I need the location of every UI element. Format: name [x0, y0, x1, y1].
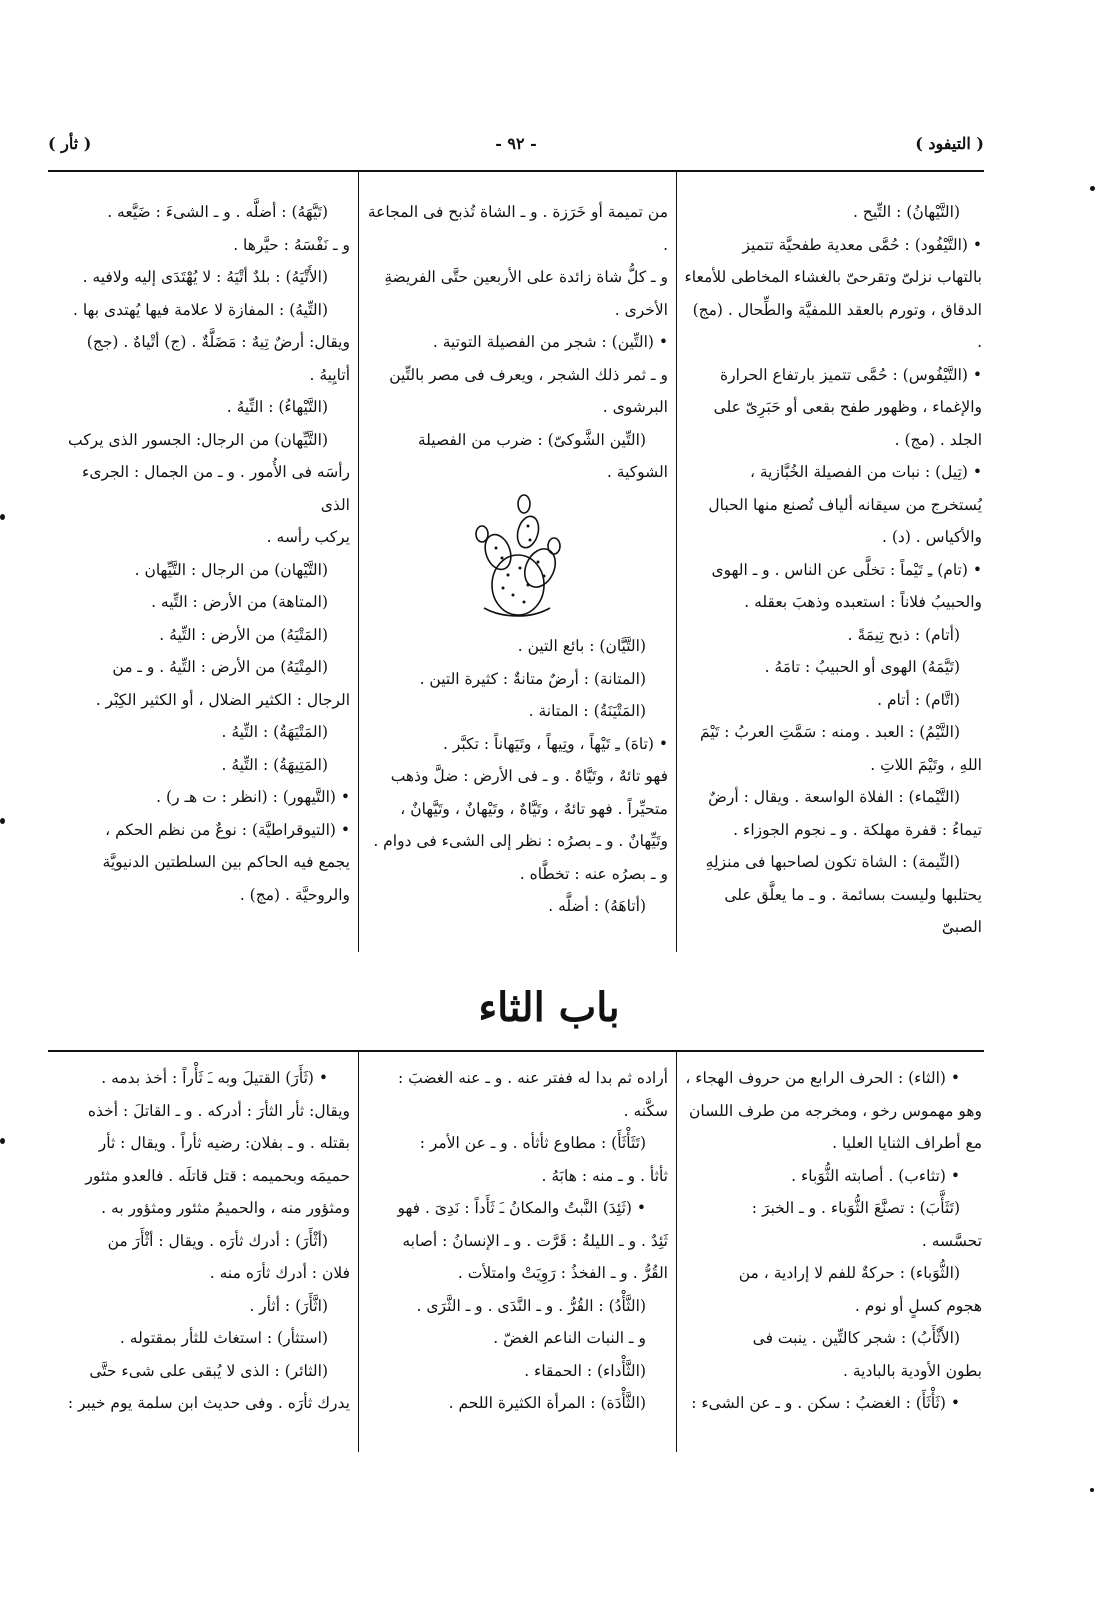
running-head — [48, 134, 984, 164]
entry-line: والروحيَّة . (مج) . — [239, 885, 350, 904]
entry-line: من تميمة أو خَرَزة . و ـ الشاة تُذبح فى المجاعة . — [367, 203, 668, 254]
lower-right-column — [684, 1062, 982, 1442]
entry-line: (اتَّام) : أتام . — [877, 690, 960, 709]
header-rule — [48, 170, 984, 172]
entry-line: • (ثَئِدَ) النَّبتُ والمكانُ ـَ ثَأَداً : نَدِىَ . فهو — [397, 1199, 646, 1217]
entry-line: • (التَّيهور) : (انظر : ت هـ ر) . — [156, 788, 350, 806]
entry-line: (التَّيِّهان) من الرجال: الجسور الذى يركب — [68, 430, 328, 449]
entry-line: (المتانة) : أرضٌ متانةٌ : كثيرة التين . — [419, 669, 646, 688]
prickly-pear-cactus-illustration — [458, 490, 578, 620]
entry-line: (التِّيهُ) : المفازة لا علامة فيها يُهتدى بها . — [72, 300, 328, 319]
entry-line: (استثأر) : استغاث للثأر بمقتوله . — [119, 1329, 328, 1347]
entry-line: يُستخرج من سيقانه ألياف تُصنع منها الحبال — [708, 495, 982, 514]
entry-line: (المَتِيهَةُ) : التِّيهُ . — [221, 755, 328, 774]
entry-line: • (الثاء) : الحرف الرابع من حروف الهجاء ، — [685, 1069, 960, 1087]
section-title: باب الثاء — [478, 984, 620, 1031]
entry-line: الرجال : الكثير الضلال ، أو الكثير الكِبْر . — [95, 690, 350, 709]
entry-line: (الثُّوَباء) : حركةٌ للفم لا إرادية ، من — [738, 1264, 960, 1282]
entry-line: الأخرى . — [614, 300, 668, 319]
upper-right-column — [684, 196, 982, 956]
entry-line: (التَّيْمُ) : العبد . ومنه : سَمَّتِ العربُ : تَيْمَ — [700, 723, 960, 741]
entry-line: بقتله . و ـ بفلان: رضيه ثأراً . ويقال : ثأر — [98, 1134, 350, 1152]
entry-line: أراده ثم بدا له ففتر عنه . و ـ عنه الغضبَ : — [397, 1069, 668, 1087]
column-divider-upper-left — [358, 172, 359, 952]
entry-line: القُرُّ . و ـ الفخذُ : رَوِيَتْ وامتلأت . — [457, 1264, 668, 1282]
entry-line: (المَتْيَنَةُ) : المتانة . — [528, 702, 646, 720]
entry-line: (المتاهة) من الأرض : التِّيه . — [151, 593, 328, 611]
running-head-first-entry: ( التيفود ) — [915, 134, 984, 153]
entry-line: والحبيبُ فلاناً : استعبده وذهبَ بعقله . — [744, 593, 982, 611]
entry-line: (اثَّأَرَ) : أثأر . — [249, 1296, 328, 1315]
entry-line: البرشوى . — [602, 398, 668, 416]
column-divider-lower-left — [358, 1052, 359, 1452]
entry-line: • (ثَأْثَأَ) : الغضبُ : سكن . و ـ عن الشىء : — [691, 1394, 960, 1412]
entry-line: (الأَثْأَبُ) : شجر كالتِّين . ينبت فى — [752, 1329, 960, 1347]
entry-line: (تَيَّمَهُ) الهوى أو الحبيبُ : تامَهُ . — [764, 658, 960, 676]
entry-line: حميمَه وبحميمه : قتل قاتلَه . فالعدو مثئور — [85, 1166, 350, 1185]
entry-line: (تَيَّهَهُ) : أضلَّه . و ـ الشىءَ : ضَيَّعه . — [107, 203, 328, 221]
entry-line: وتَيِّهانٌ . و ـ بصرُه : نظر إلى الشىء فى دوام . — [373, 832, 668, 850]
entry-line: • (التيوقراطيَّة) : نوعٌ من نظم الحكم ، — [105, 820, 350, 839]
running-head-last-entry: ( ثأر ) — [48, 134, 92, 153]
entry-line: (التَّيَّان) : بائع التين . — [517, 637, 646, 655]
entry-line: و ـ ثمر ذلك الشجر ، ويعرف فى مصر بالتِّين — [389, 365, 668, 384]
entry-line: و ـ النبات الناعم الغضّ . — [493, 1329, 646, 1347]
entry-line: ويقال: أرضٌ تِيهٌ : مَضَلَّةٌ . (ج) أتْياهٌ . (جج) — [86, 333, 350, 351]
entry-line: ويقال: ثأر الثأرَ : أدركه . و ـ القاتلَ : أخذه — [87, 1101, 350, 1120]
scan-speck — [1090, 186, 1095, 191]
entry-line: اللهِ ، وتَيْمَ اللاتِ . — [870, 755, 982, 774]
entry-line: الجلد . (مج) . — [894, 430, 982, 449]
upper-middle-column-bottom — [366, 630, 668, 950]
entry-line: و ـ نَفْسَهُ : حيَّرها . — [233, 235, 350, 254]
scan-speck — [0, 1138, 5, 1144]
entry-line: (الثائر) : الذى لا يُبقى على شىء حتَّى — [89, 1361, 328, 1380]
entry-line: بطون الأودية بالبادية . — [843, 1361, 982, 1380]
entry-line: (المَتْيَهَةُ) : التِّيهُ . — [221, 723, 328, 741]
entry-line: سكَّنه . — [623, 1101, 668, 1120]
entry-line: • (التِّين) : شجر من الفصيلة التوتية . — [432, 333, 668, 351]
entry-line: مع أطراف الثنايا العليا . — [832, 1134, 982, 1152]
entry-line: • (تثاءب) . أصابته الثُّوَباء . — [791, 1166, 960, 1185]
entry-line: يدرك ثأرَه . وفى حديث ابن سلمة يوم خيبر : — [67, 1394, 350, 1412]
entry-line: • (التَّيْفُود) : حُمَّى معدية طفحيَّة تتميز — [742, 235, 982, 254]
entry-line: تيماءُ : قفرة مهلكة . و ـ نجوم الجوزاء . — [733, 820, 982, 839]
entry-line: (أتاهَهُ) : أضلَّه . — [548, 897, 646, 915]
page-number: - ٩٢ - — [495, 134, 537, 153]
entry-line: و ـ بصرُه عنه : تخطَّاه . — [519, 864, 668, 883]
entry-line: (تَثَأَّبَ) : تصنَّعَ الثُّوَباء . و ـ الخبرَ : — [751, 1199, 960, 1217]
lower-middle-column — [366, 1062, 668, 1442]
entry-line: بالتهاب نزلىّ وتقرحىّ بالغشاء المخاطى للأمعاء — [684, 268, 982, 286]
column-divider-upper-right — [676, 172, 677, 952]
entry-line: (المَتْيَهُ) من الأرض : التِّيهُ . — [159, 625, 328, 644]
entry-line: والأكياس . (د) . — [882, 528, 982, 546]
entry-line: (أتام) : ذبح تِيمَةً . — [847, 625, 960, 644]
entry-line: • (تام) ـِ تَيْماً : تخلَّى عن الناس . و ـ الهوى — [711, 560, 982, 579]
entry-line: و ـ كلُّ شاة زائدة على الأربعين حتَّى الفريضةِ — [384, 268, 668, 286]
lower-left-column — [50, 1062, 350, 1442]
entry-line: تحسَّسه . — [921, 1231, 982, 1250]
entry-line: فلان : أدرك ثأرَه منه . — [209, 1264, 350, 1282]
entry-line: ثَئِدٌ . و ـ الليلةُ : قَرَّت . و ـ الإنسانُ : أصابه — [402, 1231, 668, 1250]
entry-line: هجوم كسلٍ أو نوم . — [854, 1296, 982, 1315]
entry-line: (التَّيْماء) : الفلاة الواسعة . ويقال : أرضٌ — [708, 788, 960, 806]
entry-line: ثأثأ . و ـ منه : هابَهُ . — [541, 1166, 668, 1185]
entry-line: ومثؤور منه ، والحميمُ مثئور ومثؤور به . — [101, 1199, 350, 1217]
entry-line: (الثَّأْداء) : الحمقاء . — [524, 1361, 646, 1380]
column-divider-lower-right — [676, 1052, 677, 1452]
scan-speck — [0, 514, 5, 520]
entry-line: • (ثَأَرَ) القتيلَ وبه ـَ ثَأْراً : أخذ بدمه . — [101, 1069, 328, 1087]
scan-speck — [1090, 1488, 1094, 1492]
entry-line: (التِّين الشَّوكىّ) : ضرب من الفصيلة — [417, 430, 646, 449]
entry-line: (التَّيْهان) من الرجال : التَّيِّهان . — [134, 560, 328, 579]
entry-line: (الأَتْيَهُ) : بلدٌ أتْيَهُ : لا يُهْتَدَى إليه ولافيه . — [82, 268, 328, 286]
entry-line: رأسَه فى الأُمور . و ـ من الجمال : الجرىء الذى — [82, 463, 350, 514]
entry-line: فهو تائهٌ ، وتَيَّاهٌ . و ـ فى الأرض : ضلَّ وذهب — [390, 767, 668, 785]
entry-line: أتايِيهُ . — [309, 365, 350, 384]
entry-line: (المِتْيَهُ) من الأرض : التِّيهُ . و ـ من — [112, 658, 328, 676]
upper-left-column — [50, 196, 350, 956]
entry-line: (أثْأَرَ) : أدرك ثأرَه . ويقال : أثْأَرَ من — [107, 1231, 328, 1250]
entry-line: (التَّيْهانُ) : التِّيح . — [852, 203, 960, 221]
entry-line: الشوكية . — [606, 463, 668, 481]
upper-middle-column-top — [366, 196, 668, 486]
entry-line: (الثَّأْدُ) : القُرُّ . و ـ النَّدَى . و ـ الثَّرَى . — [416, 1296, 646, 1315]
section-rule — [48, 1050, 984, 1052]
entry-line: يحتلبها وليست بسائمة . و ـ ما يعلَّق على الصبىّ — [724, 885, 982, 936]
entry-line: الدقاق ، وتورم بالعقد اللمفيَّة والطِّحال . (مج) . — [692, 300, 982, 351]
entry-line: • (تاهَ) ـِ تَيْهاً ، وتِيهاً ، وتَيَهاناً : تكبَّر . — [442, 734, 668, 753]
entry-line: والإغماء ، وظهور طفح بقعى أو حَبَرِىّ على — [713, 398, 982, 416]
entry-line: (تَثَأْثَأَ) : مطاوع ثأثأه . و ـ عن الأمر : — [419, 1134, 646, 1152]
entry-line: وهو مهموس رخو ، ومخرجه من طرف اللسان — [689, 1101, 982, 1120]
entry-line: متحيِّراً . فهو تائهٌ ، وتَيَّاهٌ ، وتَيْهانٌ ، وتَيَّهانٌ ، — [400, 799, 668, 818]
entry-line: (الثَّأْدَة) : المرأة الكثيرة اللحم . — [448, 1394, 646, 1412]
entry-line: يجمع فيه الحاكم بين السلطتين الدنيويَّة — [102, 853, 350, 871]
entry-line: • (التَّيْفُوس) : حُمَّى تتميز بارتفاع الحرارة — [720, 365, 982, 384]
entry-line: • (تِيل) : نبات من الفصيلة الخُبَّازية ، — [749, 463, 982, 481]
entry-line: (التَّيْهاءُ) : التِّيهُ . — [226, 398, 328, 416]
entry-line: يركب رأسه . — [266, 528, 350, 546]
scan-speck — [0, 818, 5, 824]
entry-line: (التِّيمة) : الشاة تكون لصاحبها فى منزلِهِ — [705, 853, 960, 871]
